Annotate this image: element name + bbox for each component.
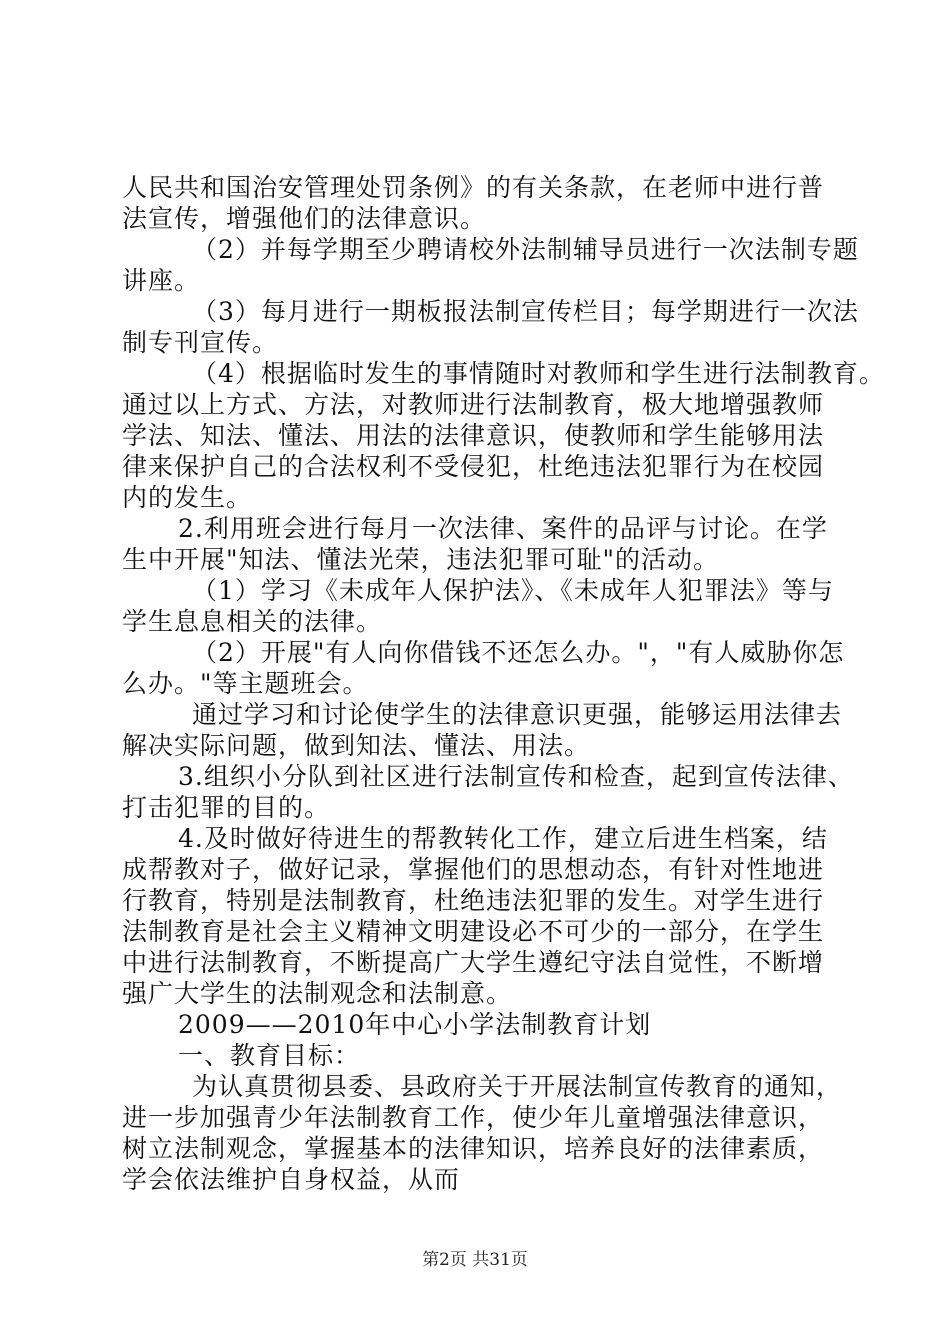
page-number-footer: 第2页 共31页 [422,1250,528,1270]
text-line: 成帮教对子，做好记录，掌握他们的思想动态，有针对性地进 [122,855,825,884]
text-line: 强广大学生的法制观念和法制意。 [122,979,513,1008]
section-title: 2009——2010年中心小学法制教育计划 [178,1010,652,1039]
text-line: 4.及时做好待进生的帮教转化工作，建立后进生档案，结 [178,824,828,853]
text-line: 中进行法制教育，不断提高广大学生遵纪守法自觉性，不断增 [122,948,825,977]
text-line: 法制教育是社会主义精神文明建设必不可少的一部分，在学生 [122,917,825,946]
text-line: （2）并每学期至少聘请校外法制辅导员进行一次法制专题 [192,235,859,264]
text-line: 学会依法维护自身权益，从而 [122,1165,461,1194]
text-line: 人民共和国治安管理处罚条例》的有关条款，在老师中进行普 [122,173,825,202]
text-line: 树立法制观念，掌握基本的法律知识，培养良好的法律素质， [122,1134,825,1163]
text-line: 么办。"等主题班会。 [122,669,369,698]
text-line: 行教育，特别是法制教育，杜绝违法犯罪的发生。对学生进行 [122,886,825,915]
text-line: 法宣传，增强他们的法律意识。 [122,204,487,233]
text-line: 2.利用班会进行每月一次法律、案件的品评与讨论。在学 [178,514,828,543]
text-line: （1）学习《未成年人保护法》、《未成年人犯罪法》等与 [192,576,834,605]
text-line: 内的发生。 [122,483,253,512]
text-line: 进一步加强青少年法制教育工作，使少年儿童增强法律意识， [122,1103,825,1132]
text-line: 生中开展"知法、懂法光荣，违法犯罪可耻"的活动。 [122,545,720,574]
text-line: （4）根据临时发生的事情随时对教师和学生进行法制教育。 [192,359,885,388]
text-line: 打击犯罪的目的。 [122,793,331,822]
text-line: 通过学习和讨论使学生的法律意识更强，能够运用法律去 [192,700,843,729]
text-line: 为认真贯彻县委、县政府关于开展法制宣传教育的通知， [192,1072,843,1101]
text-line: 3.组织小分队到社区进行法制宣传和检查，起到宣传法律、 [178,762,854,791]
text-line: 解决实际问题，做到知法、懂法、用法。 [122,731,591,760]
text-line: 通过以上方式、方法，对教师进行法制教育，极大地增强教师 [122,390,825,419]
text-line: （2）开展"有人向你借钱不还怎么办。"，"有人威胁你怎 [192,638,845,667]
text-line: 讲座。 [122,266,201,295]
text-line: 学生息息相关的法律。 [122,607,383,636]
text-line: 学法、知法、懂法、用法的法律意识，使教师和学生能够用法 [122,421,825,450]
text-line: 制专刊宣传。 [122,328,279,357]
text-line: （3）每月进行一期板报法制宣传栏目；每学期进行一次法 [192,297,859,326]
document-body [122,172,885,1195]
section-heading: 一、教育目标： [178,1041,361,1070]
text-line: 律来保护自己的合法权利不受侵犯，杜绝违法犯罪行为在校园 [122,452,825,481]
